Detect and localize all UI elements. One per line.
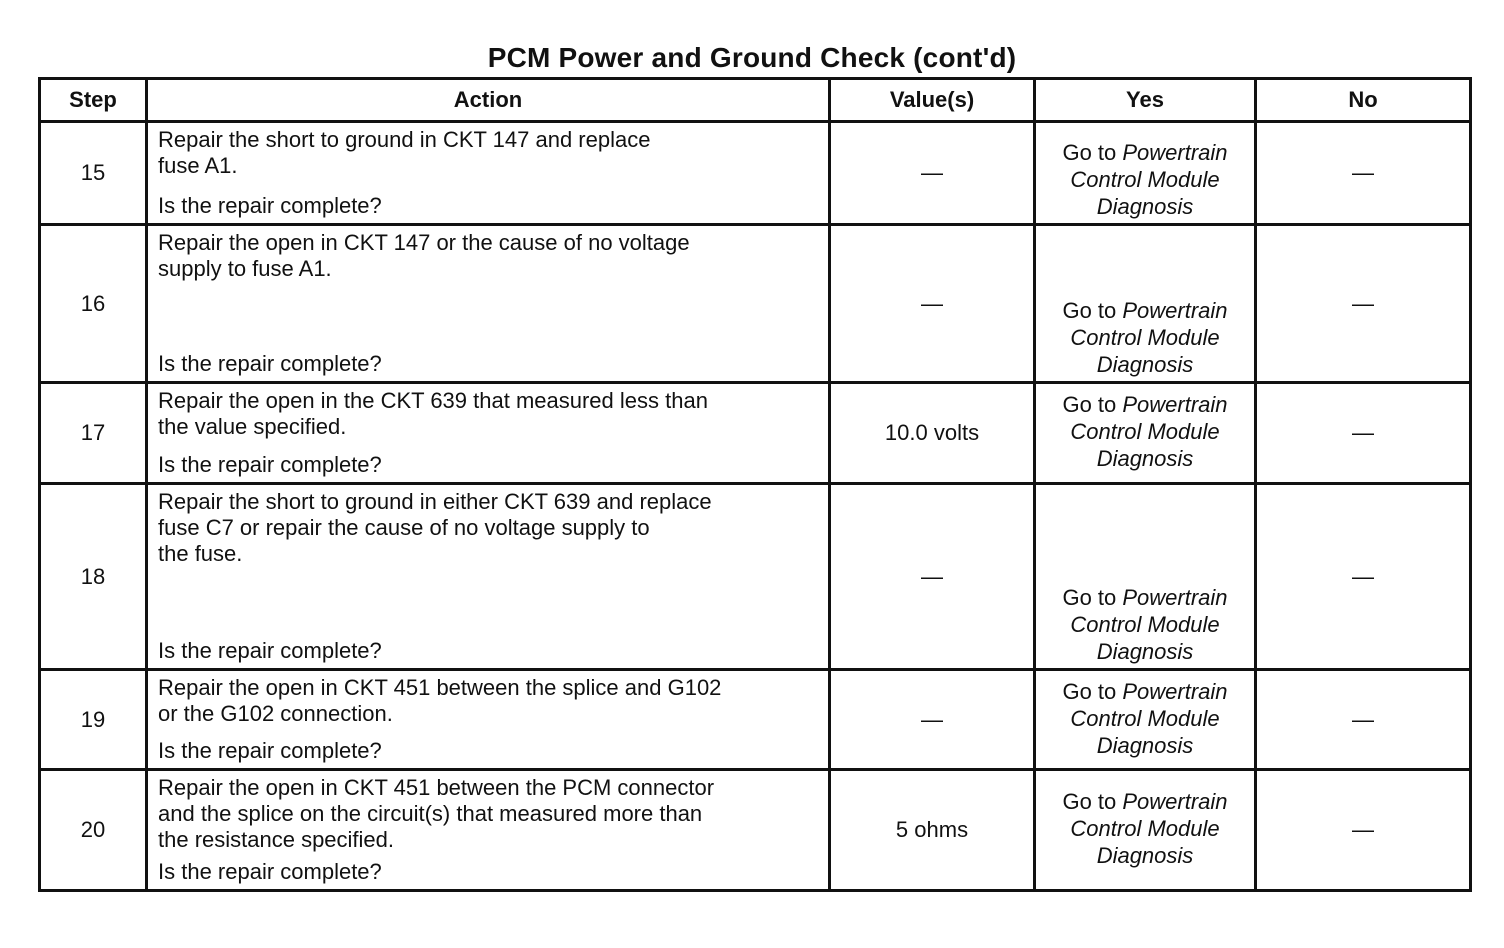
- action-line: and the splice on the circuit(s) that measured more than: [158, 801, 703, 826]
- yes-goto: Go to: [1062, 789, 1123, 814]
- action-cell: [148, 485, 828, 668]
- action-line: Repair the short to ground in CKT 147 and replace: [158, 127, 651, 152]
- action-line: or the G102 connection.: [158, 701, 393, 726]
- yes-link-line2: Control Module: [1070, 419, 1220, 444]
- yes-link-line2: Control Module: [1070, 816, 1220, 841]
- action-question: Is the repair complete?: [158, 193, 382, 218]
- action-line: the resistance specified.: [158, 827, 395, 852]
- no-cell: —: [1352, 563, 1374, 589]
- header-values: Value(s): [889, 87, 975, 112]
- yes-link-line2: Control Module: [1070, 705, 1220, 731]
- step-cell: 20: [80, 817, 106, 842]
- yes-goto: Go to: [1062, 678, 1123, 704]
- step-cell: 18: [80, 563, 106, 589]
- action-cell: [148, 123, 828, 223]
- action-cell: [148, 771, 828, 889]
- yes-goto: Go to: [1062, 140, 1123, 165]
- yes-link-line3: Diagnosis: [1096, 352, 1194, 377]
- no-cell: —: [1352, 420, 1374, 445]
- yes-link-line1: Powertrain: [1122, 585, 1228, 610]
- no-cell: —: [1352, 160, 1374, 185]
- yes-link-line1: Powertrain: [1122, 678, 1228, 704]
- action-cell: [148, 226, 828, 381]
- yes-link-line2: Control Module: [1070, 612, 1220, 637]
- action-question: Is the repair complete?: [158, 738, 382, 763]
- yes-goto: Go to: [1062, 585, 1123, 610]
- action-question: Is the repair complete?: [158, 859, 382, 884]
- diagnostic-table: [38, 77, 1472, 892]
- yes-cell: [1036, 485, 1254, 668]
- action-cell: [148, 384, 828, 482]
- yes-goto: Go to: [1062, 298, 1123, 323]
- no-cell: —: [1352, 290, 1374, 316]
- yes-link-line2: Control Module: [1070, 167, 1220, 192]
- action-line: Repair the open in CKT 451 between the splice and G102: [158, 675, 722, 700]
- action-line: supply to fuse A1.: [158, 256, 332, 281]
- page-title: PCM Power and Ground Check (cont'd): [487, 42, 1017, 73]
- yes-link-line1: Powertrain: [1122, 392, 1228, 417]
- yes-link-line3: Diagnosis: [1096, 639, 1194, 664]
- yes-link-line1: Powertrain: [1122, 298, 1228, 323]
- no-cell: —: [1352, 706, 1374, 732]
- yes-link-line3: Diagnosis: [1096, 732, 1194, 758]
- step-cell: 16: [80, 290, 106, 316]
- action-question: Is the repair complete?: [158, 452, 382, 477]
- yes-link-line1: Powertrain: [1122, 140, 1228, 165]
- header-step: Step: [69, 87, 117, 112]
- yes-cell: [1036, 226, 1254, 381]
- action-line: fuse A1.: [158, 153, 238, 178]
- action-line: Repair the short to ground in either CKT 639 and replace: [158, 489, 712, 514]
- yes-link-line2: Control Module: [1070, 325, 1220, 350]
- action-line: the fuse.: [158, 541, 243, 566]
- step-cell: 19: [80, 706, 106, 732]
- value-cell: 5 ohms: [895, 817, 969, 842]
- step-cell: 15: [80, 160, 106, 185]
- step-cell: 17: [80, 420, 106, 445]
- action-question: Is the repair complete?: [158, 638, 382, 663]
- header-action: Action: [453, 87, 523, 112]
- header-yes: Yes: [1126, 87, 1164, 112]
- action-line: Repair the open in the CKT 639 that measured less than: [158, 388, 708, 413]
- header-no: No: [1348, 87, 1378, 112]
- no-cell: —: [1352, 817, 1374, 842]
- yes-cell: [1036, 771, 1254, 889]
- value-cell: —: [921, 706, 943, 732]
- action-line: Repair the open in CKT 451 between the PCM connector: [158, 775, 715, 800]
- value-cell: —: [921, 563, 943, 589]
- value-cell: —: [921, 290, 943, 316]
- yes-link-line3: Diagnosis: [1096, 843, 1194, 868]
- yes-cell: [1036, 671, 1254, 768]
- action-question: Is the repair complete?: [158, 351, 382, 376]
- action-cell: [148, 671, 828, 768]
- action-line: the value specified.: [158, 414, 347, 439]
- yes-link-line3: Diagnosis: [1096, 194, 1194, 219]
- yes-goto: Go to: [1062, 392, 1123, 417]
- yes-cell: [1036, 123, 1254, 223]
- value-cell: 10.0 volts: [884, 420, 980, 445]
- yes-link-line3: Diagnosis: [1096, 446, 1194, 471]
- yes-cell: [1036, 384, 1254, 482]
- yes-link-line1: Powertrain: [1122, 789, 1228, 814]
- action-line: Repair the open in CKT 147 or the cause of no voltage: [158, 230, 690, 255]
- value-cell: —: [921, 160, 943, 185]
- action-line: fuse C7 or repair the cause of no voltage supply to: [158, 515, 650, 540]
